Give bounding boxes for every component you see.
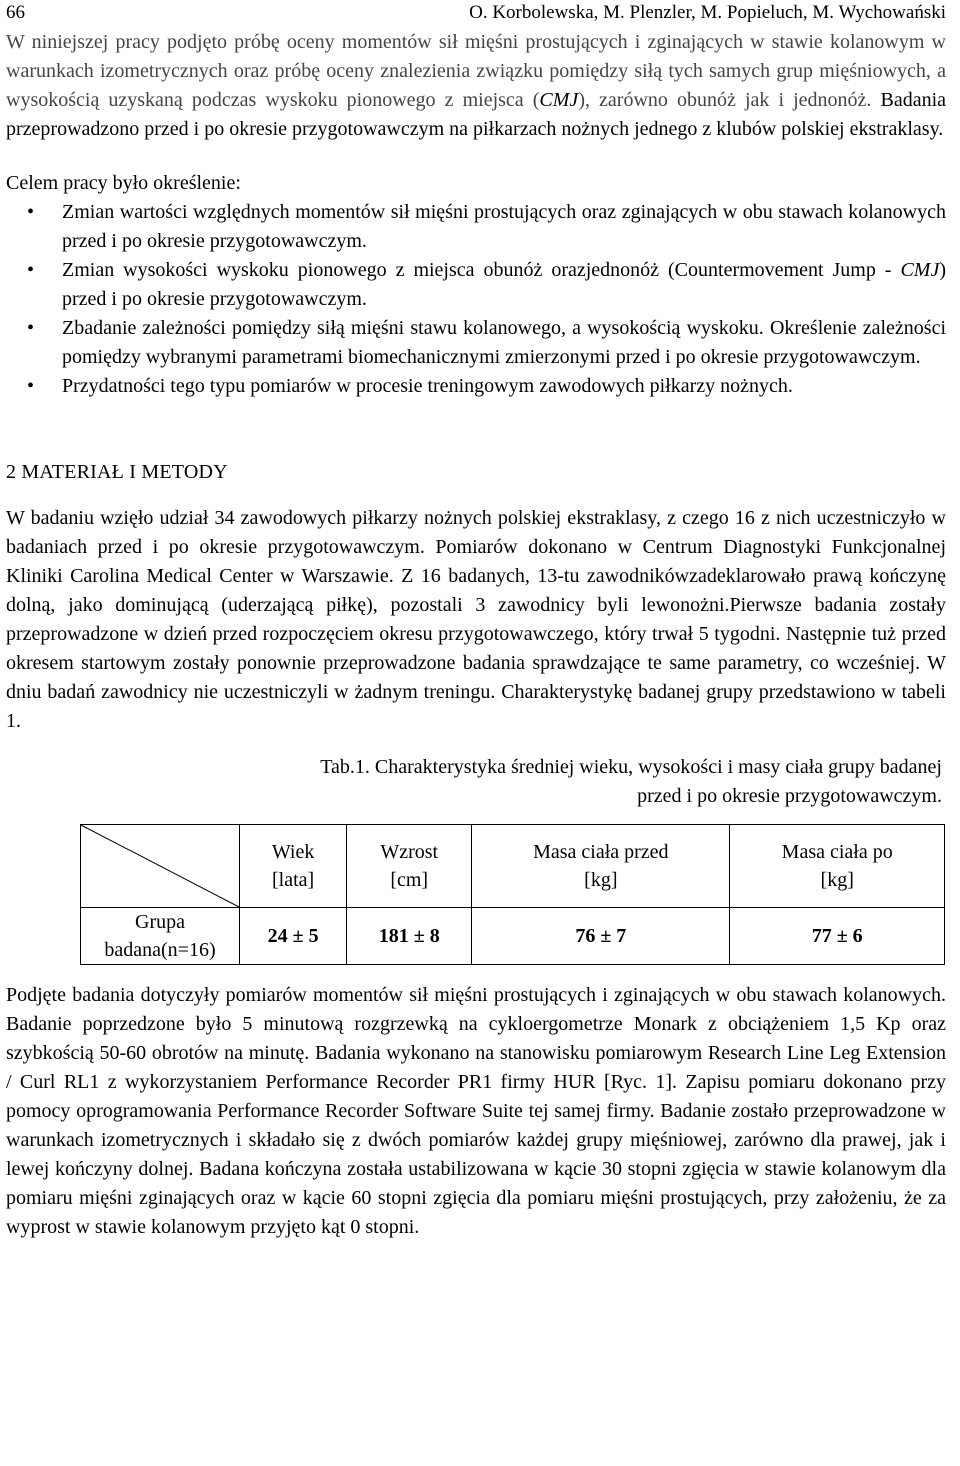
aims-list-item	[6, 314, 946, 372]
aims-list-item	[6, 256, 946, 314]
aim-4-text: Przydatności tego typu pomiarów w procesie treningowym zawodowych piłkarzy nożnych.	[62, 375, 793, 397]
procedure-paragraph: Podjęte badania dotyczyły pomiarów momentów sił mięśni prostujących i zginających w obu stawach kolanowych. Badanie poprzedzone było 5 minutową rozgrzewką na cykloergometrze Monark z obciążeniem 1,5 Kp oraz szybkością 50-60 obrotów na minutę. Badania wykonano na stanowisku pomiarowym Research Line Leg Extension / Curl RL1 z wykorzystaniem Performance Recorder PR1 firmy HUR [Ryc. 1]. Zapisu pomiaru dokonano przy pomocy oprogramowania Performance Recorder Software Suite tej samej firmy. Badanie zostało przeprowadzone w warunkach izometrycznych i składało się z dwóch pomiarów każdej grupy mięśniowej, zarówno dla prawej, jak i lewej kończyny dolnej. Badana kończyna została ustabilizowana w kącie 30 stopni zgięcia w stawie kolanowym dla pomiaru mięśni zginających oraz w kącie 60 stopni zgięcia dla pomiaru mięśni prostujących, przy założeniu, że za wyprost w stawie kolanowym przyjęto kąt 0 stopni.	[6, 984, 946, 1238]
column-header-age	[240, 825, 347, 908]
aim-2-text-a: Zmian wysokości wyskoku pionowego z miejsca obunóż orazjednonóż (Countermovement Jump -	[62, 259, 901, 281]
intro-text-a: W niniejszej pracy podjęto próbę oceny momentów sił mięśni prostujących i zginających w stawie kolanowym w warunkach izometrycznych oraz próbę oceny znalezienia związku pomiędzy siłą tych samych grup mięśniowych, a wysokością uzyskaną podczas wyskoku pionowego z miejsca (	[6, 31, 946, 111]
diagonal-line	[81, 825, 239, 907]
table-caption-line-2: przed i po okresie przygotowawczym.	[637, 785, 942, 807]
data-table	[80, 824, 945, 965]
intro-cmj-abbrev: CMJ	[539, 89, 579, 111]
table-row	[81, 908, 945, 965]
aims-list	[6, 198, 946, 401]
running-header	[6, 0, 946, 26]
column-header-unit: [kg]	[584, 869, 618, 891]
column-header-label: Masa ciała przed	[533, 841, 669, 863]
column-header-height	[347, 825, 472, 908]
page-number: 66	[6, 2, 25, 23]
column-header-label: Masa ciała po	[781, 841, 893, 863]
cell-mass-before: 76 ± 7	[472, 908, 730, 965]
aim-1-text: Zmian wartości względnych momentów sił mięśni prostujących oraz zginających w obu stawach kolanowych przed i po okresie przygotowawczym.	[62, 201, 946, 252]
column-header-mass-after	[730, 825, 945, 908]
cell-mass-after: 77 ± 6	[730, 908, 945, 965]
row-label-line-1: Grupa	[135, 911, 185, 933]
cell-age: 24 ± 5	[240, 908, 347, 965]
column-header-label: Wiek	[271, 841, 315, 863]
column-header-unit: [cm]	[390, 869, 429, 891]
table-header-row	[81, 825, 945, 908]
aim-2-cmj-abbrev: CMJ	[900, 259, 940, 281]
document-page	[6, 0, 946, 1242]
section-heading: 2 MATERIAŁ I METODY	[6, 461, 228, 483]
table-caption-line-1: Tab.1. Charakterystyka średniej wieku, wysokości i masy ciała grupy badanej	[320, 756, 942, 778]
intro-paragraph	[6, 28, 946, 144]
aims-list-item	[6, 372, 946, 401]
row-label-line-2: badana(n=16)	[104, 939, 216, 961]
table-corner-cell	[81, 825, 240, 908]
aim-2-text-b: ) przed i po okresie przygotowawczym.	[62, 259, 946, 310]
running-header-authors: O. Korbolewska, M. Plenzler, M. Popieluch, M. Wychowański	[469, 2, 946, 23]
cell-height: 181 ± 8	[347, 908, 472, 965]
row-label-group	[81, 908, 240, 965]
intro-text-b: ), zarówno obunóż jak i jednonóż.	[578, 89, 881, 111]
column-header-unit: [lata]	[272, 869, 315, 891]
table-caption	[6, 753, 946, 811]
aim-3-text: Zbadanie zależności pomiędzy siłą mięśni stawu kolanowego, a wysokością wyskoku. Określenie zależności pomiędzy wybranymi parametrami biomechanicznymi zmierzonymi przed i po okresie przygotowawczym.	[62, 317, 946, 368]
column-header-label: Wzrost	[380, 841, 439, 863]
column-header-mass-before	[472, 825, 730, 908]
intro-text-c: Badania przeprowadzono przed i po okresie przygotowawczym na piłkarzach nożnych jednego z klubów polskiej ekstraklasy.	[6, 89, 947, 140]
column-header-unit: [kg]	[820, 869, 854, 891]
aims-list-item	[6, 198, 946, 256]
methods-paragraph: W badaniu wzięło udział 34 zawodowych piłkarzy nożnych polskiej ekstraklasy, z czego 16 z nich uczestniczyło w badaniach przed i po okresie przygotowawczym. Pomiarów dokonano w Centrum Diagnostyki Funkcjonalnej Kliniki Carolina Medical Center w Warszawie. Z 16 badanych, 13-tu zawodnikówzadeklarowało prawą kończynę dolną, jako dominującą (uderzającą piłkę), pozostali 3 zawodnicy byli lewonożni.Pierwsze badania zostały przeprowadzone w dzień przed rozpoczęciem okresu przygotowawczego, który trwał 5 tygodni. Następnie tuż przed okresem startowym zostały ponownie przeprowadzone badania sprawdzające te same parametry, co wcześniej. W dniu badań zawodnicy nie uczestniczyli w żadnym treningu. Charakterystykę badanej grupy przedstawiono w tabeli 1.	[6, 507, 946, 732]
aims-heading: Celem pracy było określenie:	[6, 172, 241, 194]
